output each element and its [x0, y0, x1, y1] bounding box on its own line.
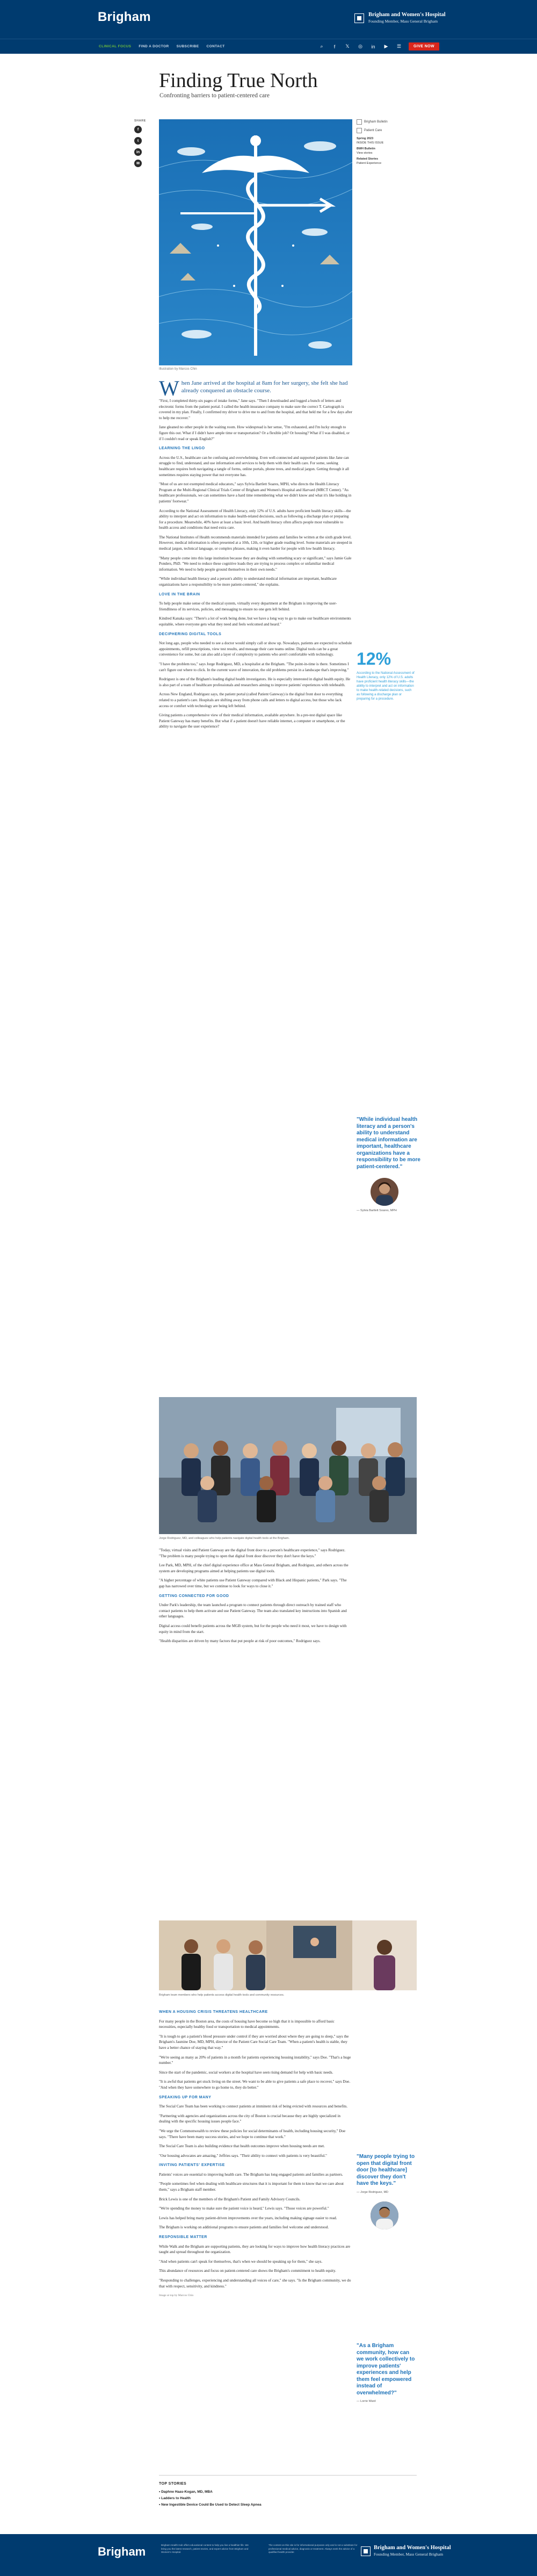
paragraph: Lewis has helped bring many patient-driven improvements over the years, including making signage easier to read. — [159, 2215, 337, 2220]
section-heading: RESPONSIBLE MATTER — [159, 2235, 207, 2240]
paragraph: The Social Care Team has been working to connect patients at imminent risk of being evicted with resources and benefits. — [159, 2104, 348, 2109]
paragraph: Jane gleaned no other people in the waiting room. How widespread is her sense, "I'm exhausted, and I'm lucky enough to figure this out. What if I didn't have ample time or transportation? Or a flexible job? Or housing? What if I was disabled, or if I couldn't read or speak English?" — [159, 425, 350, 441]
photo-caption: Brigham team members who help patients access digital health tools and community resources. — [159, 1994, 285, 1997]
paragraph: Under Park's leadership, the team launched a program to connect patients through direct outreach by trained staff who contact patients to help them activate and use Patient Gateway. The team also translated key instructions into Spanish and other languages. — [159, 1603, 347, 1619]
paragraph: "We're seeing as many as 20% of patients in a month for patients experiencing housing instability," says Doe. "That's a huge number." — [159, 2055, 351, 2066]
linkedin-share-icon[interactable]: in — [134, 148, 142, 156]
youtube-icon[interactable]: ▶ — [384, 44, 388, 49]
paragraph: Since the start of the pandemic, social workers at the hospital have seen rising demand for help with basic needs. — [159, 2070, 333, 2075]
menu-icon[interactable]: ☰ — [396, 44, 402, 49]
footer-brigham-logo[interactable]: Brigham — [98, 2545, 146, 2558]
portrait-photo — [371, 2201, 398, 2229]
page-title: Finding True North — [159, 69, 318, 92]
paragraph: For many people in the Boston area, the costs of housing have become so high that it is impossible to afford basic necessities, especially healthy food or transportation to medical appointments. — [159, 2019, 335, 2030]
paragraph: Giving patients a comprehensive view of their medical information, available anywhere. In a pre-test digital space like Patient Gateway has many benefits. But what if a patient doesn't have reliable internet, a computer or smartphone, or the ability to navigate the user experience? — [159, 713, 345, 729]
share-bar — [134, 119, 145, 171]
paragraph: "I have the problem too," says Jorge Rodriguez, MD, a hospitalist at the Brigham. "The point-in-time is there. Sometimes I can't figure out where to click. In the current wave of innovation, the old problems persist in a landscape that's improving." — [159, 661, 349, 672]
facebook-share-icon[interactable]: f — [134, 126, 142, 133]
drop-cap: W — [159, 376, 179, 400]
paragraph: Digital access could benefit patients across the MGB system, but for the people who need it most, we have to design with equity in mind from the start. — [159, 1623, 347, 1634]
stat-callout — [357, 649, 416, 701]
paragraph: "We're spending the money to make sure the patient voice is heard," Lewis says. "Those voices are powerful." — [159, 2206, 329, 2211]
paragraph: Not long ago, people who needed to see a doctor would simply call or show up. Nowadays, patients are expected to schedule appointments, refill prescriptions, view test results, and message their care teams online. Digital tools can be a great convenience for some, but can also add a layer of complexity to patients who aren't comfortable with technology. — [159, 641, 352, 657]
paragraph: According to the National Assessment of Health Literacy, only 12% of U.S. adults have proficient health literacy skills—the ability to interpret and act on information to make health-related decisions, such as following a discharge plan or preparing for a procedure. Meanwhile, 40% have at least a basic level. And health literacy often affects people most vulnerable to health access and conditions that need extra care. — [159, 508, 351, 530]
section-heading: INVITING PATIENTS' EXPERTISE — [159, 2163, 225, 2168]
paragraph: "Most of us are not exempted medical educators," says Sylvia Bartlett Soares, MPH, who directs the Health Literacy Program at the Multi-Regional Clinical Trials Center of Brigham and Women's Hospital and Harvard (MRCT Center). "As healthcare professionals, we can sometimes have a hard time remembering what we didn't know and what it's like holding in patients' footwear." — [159, 482, 352, 503]
paragraph: "Health disparities are driven by many factors that put people at risk of poor outcomes," Rodriguez says. — [159, 1639, 321, 1644]
tag-label: Patient Care — [364, 129, 382, 132]
nav-contact[interactable]: CONTACT — [206, 45, 225, 48]
paragraph: "It is tough to get a patient's blood pressure under control if they are worried about where they are going to sleep," says the Brigham's Jasmine Doe, MD, MPH, director of the Patient Care Social Care Team. "When a patient's health is stable, they have a better chance of staying that way." — [159, 2034, 349, 2050]
portrait-photo — [371, 1178, 398, 1206]
top-stories — [159, 2475, 417, 2509]
paragraph: Across New England, Rodriguez says, the patient portal (called Patient Gateway) is the digital front door to everything related to a patient's care. Hospitals are shifting away from phone calls and letters to digital access, but those who lack access or comfort with technology are being left behind. — [159, 692, 343, 708]
pull-quote — [357, 2343, 416, 2403]
article-body-continued-2 — [159, 2005, 352, 2302]
bwh-mark-icon — [361, 2546, 371, 2556]
paragraph: Lee Park, MD, MPH, of the chief digital experience office at Mass General Brigham, and Rodriguez, and others across the system are developing programs aimed at helping patients use digital tools. — [159, 1563, 349, 1573]
section-heading: GETTING CONNECTED FOR GOOD — [159, 1594, 229, 1598]
nav-subscribe[interactable]: SUBSCRIBE — [176, 45, 199, 48]
pull-quote — [357, 1117, 421, 1212]
site-footer — [0, 2534, 537, 2576]
hero-illustration — [159, 119, 352, 365]
tag-checkbox-icon — [357, 119, 362, 125]
paragraph: The National Institutes of Health recommends materials intended for patients and families be written at the sixth grade level. However, medical information is often presented at a 10th, 12th, or higher grade reading level. Some materials are steeped in medical jargon, technical language, or complex phrases, making it even harder for people with low health literacy. — [159, 535, 352, 551]
search-icon[interactable]: ⌕ — [320, 44, 323, 49]
bwh-logo[interactable] — [354, 12, 446, 25]
team-photo — [159, 1920, 417, 1990]
top-story-link[interactable]: • Ladders to Health — [159, 2496, 191, 2500]
top-story-link[interactable]: • New Ingestible Device Could Be Used to Detect Sleep Apnea — [159, 2503, 262, 2507]
article-sidebar — [357, 119, 416, 167]
paragraph: "Many people come into this large institution because they are dealing with something scary or significant," says Jamie Gale Ponders, PhD. "We need to reduce these cognitive loads they are trying to process complex or unfamiliar medical information. We need to help people ground themselves in their own needs." — [159, 556, 352, 572]
paragraph: Across the U.S., healthcare can be confusing and overwhelming. Even well-connected and supported patients like Jane can struggle to find, understand, and use information and services to help them with their health care. For some, seeking healthcare requires both navigating a tangle of forms, online portals, phone trees, and medical jargon. Getting through it all sometimes requires staying power that not everyone has. — [159, 455, 349, 477]
top-stories-heading: TOP STORIES — [159, 2482, 187, 2486]
paragraph: "People sometimes feel when dealing with healthcare structures that it is important for them to know that we care about them," says a Brigham staff member. — [159, 2182, 344, 2192]
article-lede: When Jane arrived at the hospital at 8am for her surgery, she felt she had already conquered an obstacle course. — [159, 376, 348, 400]
paragraph: Kindred Kanaka says: "There's a lot of work being done, but we have a long way to go to make our healthcare environments equitable, where everyone gets what they need and feels welcomed and heard." — [159, 616, 351, 627]
site-header — [0, 0, 537, 39]
section-heading: LOVE IN THE BRAIN — [159, 592, 200, 596]
sub-navigation — [0, 39, 537, 54]
stat-value: 12% — [357, 649, 391, 668]
paragraph: "A higher percentage of white patients use Patient Gateway compared with Black and Hispanic patients," Park says. "The gap has narrowed over time, but we continue to look for ways to close it." — [159, 1578, 347, 1588]
article-body — [159, 376, 352, 733]
section-heading: DECIPHERING DIGITAL TOOLS — [159, 632, 222, 636]
paragraph: "Responding to challenges, experiencing and understanding all voices of care," she says. "Is the Brigham community, we do that with respect, sensitivity, and kindness." — [159, 2278, 351, 2289]
pull-quote-text: "As a Brigham community, how can we work collectively to improve patients' experiences and help them feel empowered instead of overwhelmed?" — [357, 2343, 415, 2396]
linkedin-icon[interactable]: in — [371, 44, 375, 49]
end-note: Image at top by Marcos Chin — [159, 2294, 194, 2298]
sidebar-link[interactable]: Spring 2023 INSIDE THIS ISSUE — [357, 137, 384, 145]
bwh-tagline: Founding Member, Mass General Brigham — [368, 19, 438, 24]
facebook-icon[interactable]: f — [333, 44, 336, 49]
section-heading: WHEN A HOUSING CRISIS THREATENS HEALTHCARE — [159, 2010, 268, 2014]
pull-quote-text: "While individual health literacy and a person's ability to understand medical information are important, healthcare organizations have a responsibility to be more patient-centered." — [357, 1117, 420, 1170]
stat-text: According to the National Assessment of Health Literacy, only 12% of U.S. adults have proficient health literacy skills—the ability to interpret and act on information to make health-related decisions, such as following a discharge plan or preparing for a procedure. — [357, 672, 415, 701]
pull-quote — [357, 2154, 416, 2229]
section-heading: LEARNING THE LINGO — [159, 447, 205, 451]
paragraph: Patients' voices are essential to improving health care. The Brigham has long engaged patients and families as partners. — [159, 2172, 343, 2177]
footer-bwh-logo[interactable] — [361, 2545, 451, 2558]
photo-caption: Jorge Rodriguez, MD, and colleagues who help patients navigate digital health tools at the Brigham. — [159, 1537, 290, 1540]
paragraph: "It is awful that patients get stuck living on the street. We want to be able to give patients a safe place to recover," says Doe. "And when they have somewhere to go home to, they do better." — [159, 2079, 351, 2090]
hero-caption: Illustration by Marcos Chin — [159, 368, 197, 371]
share-label: SHARE — [134, 119, 146, 123]
group-photo — [159, 1397, 417, 1534]
paragraph: "Our housing advocates are amazing," Jeffries says. "Their ability to connect with patients is very beautiful." — [159, 2153, 327, 2158]
paragraph: "Partnering with agencies and organizations across the city of Boston is crucial because they are highly specialized in dealing with the specific housing issues people face." — [159, 2113, 340, 2124]
paragraph: "While individual health literacy and a person's ability to understand medical information are important, healthcare organizations have a responsibility to be more patient-centered," she explains. — [159, 577, 337, 587]
paragraph: While Walk and the Brigham are supporting patients, they are looking for ways to improve how health literacy practices are taught and spread throughout the organization. — [159, 2244, 351, 2255]
top-story-link[interactable]: • Daphne Haas-Kogan, MD, MBA — [159, 2490, 213, 2494]
section-heading: SPEAKING UP FOR MANY — [159, 2095, 212, 2099]
paragraph: Brick Lewis is one of the members of the Brigham's Patient and Family Advisory Councils. — [159, 2197, 301, 2201]
instagram-icon[interactable]: ◎ — [358, 44, 362, 49]
paragraph: "First, I completed thirty-six pages of intake forms," Jane says. "Then I downloaded and logged a bunch of letters and electronic forms from the patient portal. I called the health insurance company to make sure the correct T. Cartograph is covered in my plan. Finally, I confirmed my driver to drive me to and from the hospital, and that held me for a few days after to help me recover." — [159, 399, 352, 420]
paragraph: The Brigham is working on additional programs to ensure patients and families feel welcome and understood. — [159, 2225, 329, 2230]
nav-clinical-focus[interactable]: CLINICAL FOCUS — [99, 45, 132, 48]
paragraph: "We urge the Commonwealth to review these policies for social determinants of health, including housing security," Doe says. "There have been many success stories, and we hope to continue that work." — [159, 2128, 346, 2139]
pull-quote-attribution: — Jorge Rodriguez, MD — [357, 2190, 388, 2194]
footer-text: Brigham Health Hub offers educational content to help you live a healthier life. We bring you the latest research, patient stories, and expert advice from Brigham and Women's Hospital. — [161, 2544, 249, 2553]
twitter-share-icon[interactable]: t — [134, 137, 142, 145]
paragraph: To help people make sense of the medical system, virtually every department at the Brigham is improving the user-friendliness of its services, policies, and messaging to ensure no one gets left behind. — [159, 601, 337, 611]
give-now-button[interactable]: GIVE NOW — [409, 42, 439, 51]
pull-quote-text: "Many people trying to open that digital front door [to healthcare] discover they don't have the keys." — [357, 2154, 415, 2186]
bwh-name: Brigham and Women's Hospital — [368, 12, 446, 18]
bwh-tagline: Founding Member, Mass General Brigham — [374, 2552, 444, 2557]
tag-checkbox-icon — [357, 128, 362, 133]
sidebar-link[interactable]: BWH Bulletin View stories — [357, 147, 375, 155]
paragraph: "Today, virtual visits and Patient Gateway are the digital front door to a person's healthcare experience," says Rodriguez. "The problem is many people trying to open that digital front door discover they don't have the keys." — [159, 1548, 346, 1558]
paragraph: This abundance of resources and focus on patient-centered care shows the Brigham's commitment to health equity. — [159, 2269, 336, 2273]
paragraph: The Social Care Team is also building evidence that health outcomes improve when housing needs are met. — [159, 2144, 325, 2149]
bwh-name: Brigham and Women's Hospital — [374, 2545, 451, 2551]
page-subtitle: Confronting barriers to patient-centered care — [159, 92, 270, 99]
email-share-icon[interactable]: ✉ — [134, 160, 142, 167]
tag-bulletin[interactable] — [357, 119, 416, 125]
tag-patient-care[interactable] — [357, 128, 416, 133]
sidebar-link[interactable]: Related Stories Patient Experience — [357, 157, 382, 165]
paragraph: Rodriguez is one of the Brigham's leading digital health investigators. He is especially interested in digital health equity. He is also part of a team of healthcare professionals and researchers aiming to improve patients' experiences with telehealth. — [159, 677, 351, 687]
footer-text: The content on this site is for informational purposes only and is not a substitute for professional medical advice, diagnosis or treatment. Always seek the advice of a qualified health provider. — [268, 2544, 358, 2553]
tag-label: Brigham Bulletin — [364, 120, 388, 124]
paragraph: "And when patients can't speak for themselves, that's when we should be speaking up for them," she says. — [159, 2259, 323, 2264]
brigham-logo[interactable]: Brigham — [98, 10, 151, 24]
pull-quote-attribution: — Sylvia Bartlett Soares, MPH — [357, 1209, 397, 1212]
article-body-continued — [159, 1548, 352, 1648]
twitter-icon[interactable]: 𝕏 — [345, 44, 350, 49]
pull-quote-attribution: — Lorrie Ward — [357, 2400, 376, 2403]
nav-find-doctor[interactable]: FIND A DOCTOR — [139, 45, 169, 48]
bwh-mark-icon — [354, 13, 364, 23]
